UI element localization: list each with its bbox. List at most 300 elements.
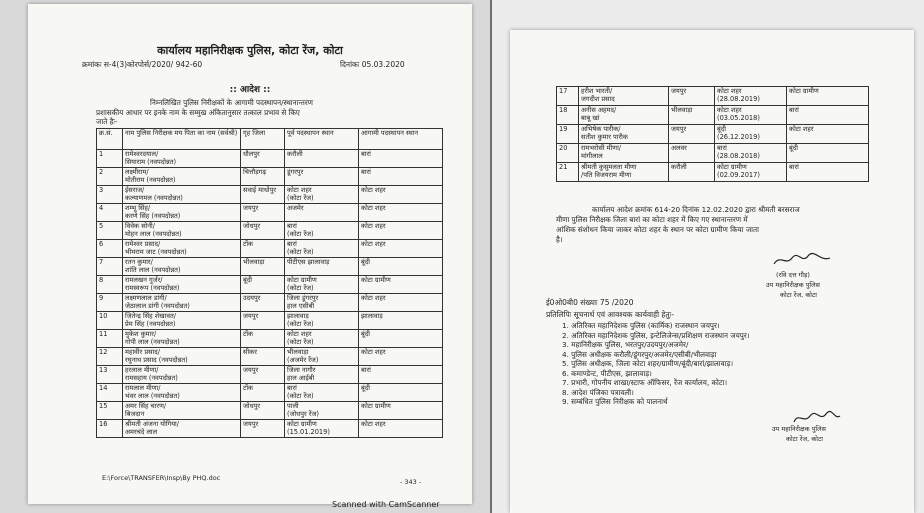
cell-name-line: कल्याणमल (नवपदोन्नत) bbox=[125, 194, 183, 202]
cell-name bbox=[123, 402, 241, 420]
cell-serial-line: 5 bbox=[99, 222, 104, 230]
cell-serial-line: 14 bbox=[99, 384, 108, 392]
cell-name-line: मुकेश कुमार/ bbox=[125, 330, 157, 338]
cell-next-posting bbox=[359, 276, 443, 294]
intro-line-2: प्रशासकीय आधार पर इनके नाम के सम्मुख अंकितानुसार तत्काल प्रभाव से किए bbox=[96, 108, 300, 117]
order-number: क्रमांकः स-4(3)कोरपोर्स/2020/ 942-60 bbox=[82, 60, 203, 69]
cell-serial bbox=[97, 348, 123, 366]
cell-home-district bbox=[241, 366, 285, 384]
cell-serial bbox=[97, 168, 123, 186]
cell-previous-posting-line: पाली bbox=[287, 402, 299, 410]
office-title: कार्यालय महानिरीक्षक पुलिस, कोटा रेंज, कोटा bbox=[157, 44, 343, 57]
cell-previous-posting-line: कोटा शहर bbox=[287, 330, 312, 338]
cell-name-line: सतीश कुमार पारीक bbox=[581, 133, 628, 141]
distribution-item: 6. कमाण्डेन्ट, पीटीएस, झालावाड़। bbox=[562, 368, 652, 378]
cell-previous-posting-line: (02.09.2017) bbox=[717, 171, 760, 179]
cell-home-district bbox=[669, 87, 715, 106]
cell-next-posting bbox=[359, 150, 443, 168]
cell-home-district-line: जयपुर bbox=[243, 312, 259, 320]
cell-next-posting-line: कोटा शहर bbox=[361, 240, 386, 248]
header-home-district: गृह जिला bbox=[241, 129, 285, 150]
cell-serial-line: 10 bbox=[99, 312, 108, 320]
cell-serial bbox=[557, 144, 579, 163]
cell-previous-posting-line: (अजमेर रेंज) bbox=[287, 356, 319, 364]
cell-home-district bbox=[241, 348, 285, 366]
cell-home-district-line: जयपुर bbox=[243, 420, 259, 428]
cell-previous-posting-line: कोटा ग्रामीण bbox=[287, 420, 317, 428]
cell-name-line: जितेन्द्र सिंह शेखावत/ bbox=[125, 312, 176, 320]
cell-previous-posting-line: कोटा शहर bbox=[717, 106, 742, 114]
cell-home-district bbox=[241, 222, 285, 240]
cell-serial-line: 8 bbox=[99, 276, 104, 284]
cell-previous-posting bbox=[285, 384, 359, 402]
cell-next-posting-line: कोटा ग्रामीण bbox=[361, 276, 391, 284]
cell-serial-line: 2 bbox=[99, 168, 104, 176]
cell-name bbox=[579, 87, 669, 106]
cell-name-line: प्रेम सिंह (नवपदोन्नत) bbox=[125, 320, 176, 328]
cell-home-district-line: अलवर bbox=[671, 144, 687, 152]
cell-name-line: मोहन लाल (नवपदोन्नत) bbox=[125, 230, 182, 238]
cell-home-district-line: भीलवाड़ा bbox=[671, 106, 693, 114]
cell-next-posting-line: बारां bbox=[361, 168, 371, 176]
cell-next-posting-line: कोटा शहर bbox=[361, 420, 386, 428]
cell-next-posting bbox=[359, 312, 443, 330]
cell-serial bbox=[557, 106, 579, 125]
distribution-list bbox=[562, 321, 750, 407]
signatory-1-title: उप महानिरीक्षक पुलिस bbox=[766, 281, 820, 289]
transfer-table bbox=[96, 128, 443, 438]
cell-previous-posting bbox=[715, 125, 787, 144]
cell-previous-posting bbox=[285, 222, 359, 240]
cell-name-line: जगदीश प्रसाद bbox=[581, 95, 615, 103]
endorsement-number: ई0ओ0बी0 संख्याः 75 /2020 bbox=[546, 298, 634, 307]
table-row bbox=[97, 258, 443, 276]
cell-home-district bbox=[241, 420, 285, 438]
table-row bbox=[97, 330, 443, 348]
table-row bbox=[557, 163, 869, 182]
table-row bbox=[97, 186, 443, 204]
cell-home-district bbox=[241, 150, 285, 168]
cell-next-posting-line: बूंदी bbox=[789, 144, 798, 152]
cell-next-posting-line: कोटा ग्रामीण bbox=[789, 87, 819, 95]
intro-line-1: निम्नलिखित पुलिस निरीक्षकों के आगामी पदस्थापन/स्थानान्तरण bbox=[150, 98, 313, 107]
cell-name bbox=[123, 384, 241, 402]
cell-next-posting-line: बूंदी bbox=[361, 258, 370, 266]
table-row bbox=[97, 276, 443, 294]
note-line-3: आंशिक संशोधन किया जाकर कोटा शहर के स्थान पर कोटा ग्रामीण किया जाता bbox=[556, 225, 759, 234]
header-name: नाम पुलिस निरीक्षक मय पिता का नाम (सर्वश्री) bbox=[123, 129, 241, 150]
cell-name-line: रघुनाथ प्रसाद (नवपदोन्नत) bbox=[125, 356, 188, 364]
table-row bbox=[557, 106, 869, 125]
cell-name bbox=[123, 204, 241, 222]
table-row bbox=[97, 204, 443, 222]
cell-name bbox=[123, 168, 241, 186]
cell-serial bbox=[97, 222, 123, 240]
cell-serial-line: 11 bbox=[99, 330, 108, 338]
cell-home-district-line: टोंक bbox=[243, 330, 254, 338]
cell-previous-posting bbox=[285, 348, 359, 366]
cell-name-line: भीमराम जाट (नवपदोन्नत) bbox=[125, 248, 187, 256]
cell-next-posting bbox=[359, 204, 443, 222]
cell-next-posting-line: झालावाड़ bbox=[361, 312, 383, 320]
cell-previous-posting-line: (26.12.2019) bbox=[717, 133, 760, 141]
cell-previous-posting-line: (कोटा रेंज) bbox=[287, 284, 314, 292]
cell-previous-posting bbox=[285, 276, 359, 294]
signatory-1-name: (रवि दत्त गौड़) bbox=[776, 271, 810, 279]
file-path: E:\Force\TRANSFER\Insp\By PHQ.doc bbox=[102, 474, 221, 482]
cell-serial-line: 9 bbox=[99, 294, 104, 302]
cell-serial bbox=[97, 294, 123, 312]
cell-home-district-line: जयपुर bbox=[243, 204, 259, 212]
cell-previous-posting-line: जिला डूंगरपुर bbox=[287, 294, 319, 302]
document-page-left bbox=[28, 4, 472, 504]
cell-next-posting bbox=[359, 348, 443, 366]
transfer-table-continued bbox=[556, 86, 869, 182]
cell-name-line: श्रीमती कुसुमलता मीणा bbox=[581, 163, 637, 171]
cell-previous-posting bbox=[285, 204, 359, 222]
cell-next-posting-line: कोटा शहर bbox=[361, 204, 386, 212]
table-row bbox=[557, 144, 869, 163]
cell-home-district bbox=[241, 186, 285, 204]
cell-serial-line: 3 bbox=[99, 186, 104, 194]
table-row bbox=[97, 420, 443, 438]
cell-name bbox=[123, 366, 241, 384]
cell-next-posting bbox=[359, 330, 443, 348]
cell-next-posting bbox=[359, 420, 443, 438]
cell-name-line: रामलाल मीणा/ bbox=[125, 384, 161, 392]
cell-next-posting bbox=[787, 87, 869, 106]
cell-previous-posting-line: कोटा ग्रामीण bbox=[717, 163, 747, 171]
cell-name-line: रामलखन गुर्जर/ bbox=[125, 276, 163, 284]
cell-next-posting bbox=[359, 384, 443, 402]
distribution-item: 7. प्रभारी, गोपनीय शाखा/स्टाफ ऑफिसर, रेंज कार्यालय, कोटा। bbox=[562, 378, 728, 387]
cell-home-district-line: जोधपुर bbox=[243, 222, 261, 230]
cell-serial bbox=[97, 186, 123, 204]
cell-previous-posting-line: डूंगरपुर bbox=[287, 168, 304, 176]
header-next-posting: आगामी पदस्थापन स्थान bbox=[359, 129, 443, 150]
cell-serial bbox=[97, 384, 123, 402]
cell-next-posting bbox=[359, 222, 443, 240]
cell-name-line: रामभरोसी मीणा/ bbox=[581, 144, 621, 152]
cell-previous-posting-line: बूंदी bbox=[717, 125, 726, 133]
cell-serial bbox=[97, 258, 123, 276]
cell-previous-posting bbox=[285, 294, 359, 312]
cell-home-district bbox=[241, 276, 285, 294]
cell-previous-posting-line: बारां bbox=[717, 144, 727, 152]
header-serial: क्र.सं. bbox=[97, 129, 123, 150]
document-page-right bbox=[510, 30, 914, 513]
cell-previous-posting-line: कोटा शहर bbox=[717, 87, 742, 95]
distribution-item: 9. सम्बंधित पुलिस निरीक्षक को पालनार्थ bbox=[562, 397, 668, 406]
cell-previous-posting bbox=[285, 168, 359, 186]
cell-name bbox=[123, 294, 241, 312]
cell-next-posting-line: बारां bbox=[789, 163, 799, 171]
cell-previous-posting-line: कोटा ग्रामीण bbox=[287, 276, 317, 284]
cell-serial-line: 17 bbox=[559, 87, 568, 95]
cell-home-district-line: सवाई माधोपुर bbox=[243, 186, 277, 194]
cell-name bbox=[579, 125, 669, 144]
cell-previous-posting-line: बारां bbox=[287, 240, 297, 248]
cell-next-posting-line: कोटा ग्रामीण bbox=[361, 402, 391, 410]
intro-line-3: जाते हैः- bbox=[96, 117, 118, 126]
cell-previous-posting-line: (कोटा रेंज) bbox=[287, 392, 314, 400]
cell-name-line: जेठालाल डांगी (नवपदोन्नत) bbox=[125, 302, 190, 310]
cell-name-line: अभिषेक पारीक/ bbox=[581, 125, 621, 133]
cell-home-district bbox=[241, 240, 285, 258]
cell-name bbox=[579, 144, 669, 163]
cell-serial bbox=[557, 87, 579, 106]
cell-next-posting-line: बूंदी bbox=[361, 330, 370, 338]
cell-previous-posting-line: झालावाड़ bbox=[287, 312, 309, 320]
cell-previous-posting-line: करौली bbox=[287, 150, 303, 158]
cell-next-posting bbox=[787, 106, 869, 125]
cell-name-line: बिजदान bbox=[125, 410, 145, 418]
cell-next-posting-line: बारां bbox=[361, 366, 371, 374]
cell-previous-posting-line: (15.01.2019) bbox=[287, 428, 330, 436]
cell-home-district-line: टोंक bbox=[243, 240, 254, 248]
cell-name-line: अमर सिंह चारण/ bbox=[125, 402, 167, 410]
cell-next-posting bbox=[359, 168, 443, 186]
cell-name bbox=[123, 150, 241, 168]
cell-serial bbox=[97, 366, 123, 384]
cell-previous-posting bbox=[285, 402, 359, 420]
cell-name-line: /पति विजयराम मीणा bbox=[581, 171, 632, 179]
cell-name bbox=[123, 186, 241, 204]
cell-name-line: मोतीराम (नवपदोन्नत) bbox=[125, 176, 176, 184]
cell-name-line: रामसहाय (नवपदोन्नत) bbox=[125, 374, 178, 382]
cell-name-line: रामस्वरूप (नवपदोन्नत) bbox=[125, 284, 180, 292]
table-row bbox=[97, 240, 443, 258]
cell-home-district bbox=[241, 402, 285, 420]
cell-name-line: करणे सिंह (नवपदोन्नत) bbox=[125, 212, 181, 220]
signatory-2-place: कोटा रेंज, कोटा bbox=[786, 435, 823, 443]
cell-serial-line: 6 bbox=[99, 240, 104, 248]
cell-previous-posting-line: (28.08.2019) bbox=[717, 95, 760, 103]
cell-previous-posting-line: (03.05.2018) bbox=[717, 114, 760, 122]
cell-previous-posting bbox=[285, 312, 359, 330]
cell-previous-posting bbox=[285, 240, 359, 258]
cell-previous-posting bbox=[715, 106, 787, 125]
distribution-item: 3. महानिरीक्षक पुलिस, भरतपुर/उदयपुर/अजमेर/ bbox=[562, 340, 689, 349]
distribution-item: 2. अतिरिक्त महानिदेशक पुलिस, इन्टेलिजेन्स/प्रशिक्षण राजस्थान जयपुर। bbox=[562, 330, 750, 340]
cell-name bbox=[123, 420, 241, 438]
cell-serial-line: 21 bbox=[559, 163, 568, 171]
table-header-row bbox=[97, 129, 443, 150]
cell-next-posting bbox=[359, 186, 443, 204]
cell-name-line: लक्ष्मीराम/ bbox=[125, 168, 149, 176]
cell-previous-posting-line: (कोटा रेंज) bbox=[287, 230, 314, 238]
cell-serial-line: 16 bbox=[99, 420, 108, 428]
cell-serial-line: 12 bbox=[99, 348, 108, 356]
cell-previous-posting-line: (कोटा रेंज) bbox=[287, 248, 314, 256]
cell-serial bbox=[97, 204, 123, 222]
cell-next-posting-line: कोटा शहर bbox=[361, 222, 386, 230]
cell-name-line: भंवर लाल (नवपदोन्नत) bbox=[125, 392, 180, 400]
note-line-4: है। bbox=[556, 235, 563, 244]
cell-previous-posting-line: बारां bbox=[287, 222, 297, 230]
cell-serial bbox=[557, 125, 579, 144]
cell-home-district-line: बूंदी bbox=[243, 276, 252, 284]
cell-name-line: रामेश्वर प्रसाद/ bbox=[125, 240, 161, 248]
signatory-2-title: उप महानिरीक्षक पुलिस bbox=[772, 425, 826, 433]
cell-name bbox=[123, 240, 241, 258]
cell-serial bbox=[97, 420, 123, 438]
cell-serial bbox=[97, 402, 123, 420]
cell-previous-posting-line: (कोटा रेंज) bbox=[287, 338, 314, 346]
cell-previous-posting-line: बारां bbox=[287, 384, 297, 392]
cell-name-line: सियाराम (नवपदोन्नत) bbox=[125, 158, 177, 166]
cell-previous-posting-line: (कोटा रेंज) bbox=[287, 320, 314, 328]
cell-next-posting-line: कोटा शहर bbox=[789, 125, 814, 133]
cell-next-posting bbox=[787, 125, 869, 144]
cell-serial-line: 19 bbox=[559, 125, 568, 133]
cell-home-district-line: जयपुर bbox=[671, 87, 687, 95]
cell-next-posting bbox=[359, 258, 443, 276]
cell-name-line: अनीस अहमद/ bbox=[581, 106, 617, 114]
note-line-1: कार्यालय आदेश क्रमांक 614-20 दिनांक 12.02.2020 द्वारा श्रीमती बरसराज bbox=[592, 205, 800, 214]
cell-next-posting-line: बारां bbox=[361, 150, 371, 158]
cell-name-line: हरीश भारती/ bbox=[581, 87, 613, 95]
cell-serial bbox=[97, 330, 123, 348]
cell-next-posting bbox=[359, 240, 443, 258]
cell-home-district bbox=[241, 384, 285, 402]
page-number: - 343 - bbox=[400, 478, 422, 486]
cell-next-posting-line: कोटा शहर bbox=[361, 294, 386, 302]
signatory-1-place: कोटा रेंज, कोटा bbox=[780, 291, 817, 299]
cell-previous-posting bbox=[715, 163, 787, 182]
cell-name-line: हरलाल मीणा/ bbox=[125, 366, 159, 374]
cell-next-posting bbox=[787, 144, 869, 163]
cell-home-district bbox=[241, 258, 285, 276]
cell-previous-posting bbox=[285, 330, 359, 348]
cell-name-line: रतन कुमार/ bbox=[125, 258, 153, 266]
cell-name-line: बाबू खां bbox=[581, 114, 600, 122]
cell-previous-posting bbox=[285, 150, 359, 168]
signature-1 bbox=[772, 252, 832, 268]
cell-name bbox=[123, 330, 241, 348]
cell-home-district-line: उदयपुर bbox=[243, 294, 261, 302]
cell-previous-posting bbox=[285, 186, 359, 204]
cell-home-district-line: टोंक bbox=[243, 384, 254, 392]
table-row bbox=[97, 366, 443, 384]
order-date: दिनांकः 05.03.2020 bbox=[340, 60, 405, 69]
cell-previous-posting bbox=[715, 87, 787, 106]
cell-name bbox=[123, 312, 241, 330]
cell-name-line: विवेक सोनी/ bbox=[125, 222, 155, 230]
cell-home-district-line: जोधपुर bbox=[243, 402, 261, 410]
table-row bbox=[97, 402, 443, 420]
cell-previous-posting bbox=[285, 258, 359, 276]
cell-home-district-line: जयपुर bbox=[243, 366, 259, 374]
cell-home-district bbox=[669, 163, 715, 182]
cell-name-line: मांगीलाल bbox=[581, 152, 603, 160]
table-row bbox=[97, 348, 443, 366]
cell-next-posting-line: कोटा शहर bbox=[361, 348, 386, 356]
cell-previous-posting-line: भीलवाड़ा bbox=[287, 348, 309, 356]
cell-serial-line: 15 bbox=[99, 402, 108, 410]
cell-home-district bbox=[241, 330, 285, 348]
cell-name-line: ईसराज/ bbox=[125, 186, 145, 194]
cell-name bbox=[123, 348, 241, 366]
cell-serial-line: 7 bbox=[99, 258, 104, 266]
order-heading: :: आदेश :: bbox=[229, 85, 271, 95]
cell-name-line: शम्भू सिंह/ bbox=[125, 204, 151, 212]
cell-name-line: शांति लाल (नवपदोन्नत) bbox=[125, 266, 181, 274]
cell-next-posting bbox=[787, 163, 869, 182]
cell-next-posting bbox=[359, 402, 443, 420]
table-row bbox=[557, 125, 869, 144]
cell-serial-line: 4 bbox=[99, 204, 104, 212]
cell-previous-posting-line: जिला नागौर bbox=[287, 366, 316, 374]
cell-previous-posting bbox=[285, 420, 359, 438]
table-row bbox=[97, 168, 443, 186]
cell-serial-line: 18 bbox=[559, 106, 568, 114]
cell-previous-posting-line: पीटीएस झालावाड़ bbox=[287, 258, 330, 266]
table-row bbox=[97, 294, 443, 312]
cell-home-district bbox=[669, 125, 715, 144]
table-row bbox=[97, 222, 443, 240]
cell-previous-posting bbox=[715, 144, 787, 163]
cell-next-posting bbox=[359, 366, 443, 384]
cell-name bbox=[579, 106, 669, 125]
cell-home-district-line: जयपुर bbox=[671, 125, 687, 133]
endorsement-intro: प्रतिलिपिः सूचनार्थ एवं आवश्यक कार्यवाही हेतुः- bbox=[546, 310, 674, 319]
cell-previous-posting-line: कोटा शहर bbox=[287, 186, 312, 194]
cell-name-line: रामेश्वरदयाल/ bbox=[125, 150, 159, 158]
cell-name bbox=[123, 222, 241, 240]
distribution-item: 5. पुलिस अधीक्षक, जिला कोटा शहर/ग्रामीण/बूंदी/बारां/झालावाड़। bbox=[562, 359, 734, 368]
cell-serial bbox=[97, 150, 123, 168]
table-row bbox=[97, 312, 443, 330]
cell-home-district bbox=[241, 204, 285, 222]
scanner-watermark: Scanned with CamScanner bbox=[332, 500, 440, 509]
table-row bbox=[97, 384, 443, 402]
cell-serial bbox=[557, 163, 579, 182]
cell-name bbox=[123, 258, 241, 276]
cell-previous-posting-line: हाल आईबी bbox=[287, 374, 315, 382]
cell-previous-posting-line: हाल एसीबी bbox=[287, 302, 315, 310]
cell-home-district bbox=[669, 144, 715, 163]
cell-previous-posting-line: अजमेर bbox=[287, 204, 304, 212]
cell-previous-posting bbox=[285, 366, 359, 384]
table-row bbox=[97, 150, 443, 168]
cell-name-line: श्रीमती अंजना योगिया/ bbox=[125, 420, 179, 428]
cell-home-district-line: धौलपुर bbox=[243, 150, 260, 158]
cell-home-district bbox=[241, 168, 285, 186]
distribution-item: 1. अतिरिक्त महानिदेशक पुलिस (कार्मिक) राजस्थान जयपुर। bbox=[562, 321, 720, 330]
cell-serial-line: 13 bbox=[99, 366, 108, 374]
cell-home-district-line: करौली bbox=[671, 163, 687, 171]
distribution-item: 4. पुलिस अधीक्षक करौली/डूंगरपुर/अजमेर/एसीबी/भीलवाड़ा bbox=[562, 349, 717, 359]
header-previous-posting: पूर्व पदस्थापन स्थान bbox=[285, 129, 359, 150]
cell-home-district bbox=[669, 106, 715, 125]
cell-home-district bbox=[241, 294, 285, 312]
cell-home-district-line: सीकर bbox=[243, 348, 257, 356]
cell-next-posting-line: कोटा शहर bbox=[361, 186, 386, 194]
cell-name-line: गोपी लाल (नवपदोन्नत) bbox=[125, 338, 180, 346]
cell-serial bbox=[97, 276, 123, 294]
cell-name-line: महावीर प्रसाद/ bbox=[125, 348, 160, 356]
cell-name bbox=[123, 276, 241, 294]
cell-previous-posting-line: (28.08.2018) bbox=[717, 152, 760, 160]
cell-home-district bbox=[241, 312, 285, 330]
cell-previous-posting-line: (कोटा रेंज) bbox=[287, 194, 314, 202]
note-line-2: मीणा पुलिस निरीक्षक जिला बारां का कोटा शहर में किए गए स्थानान्तरण में bbox=[556, 215, 748, 224]
distribution-item: 8. आदेश पंजिका पत्रावली। bbox=[562, 387, 634, 397]
cell-next-posting-line: बारां bbox=[789, 106, 799, 114]
cell-serial bbox=[97, 240, 123, 258]
cell-serial bbox=[97, 312, 123, 330]
